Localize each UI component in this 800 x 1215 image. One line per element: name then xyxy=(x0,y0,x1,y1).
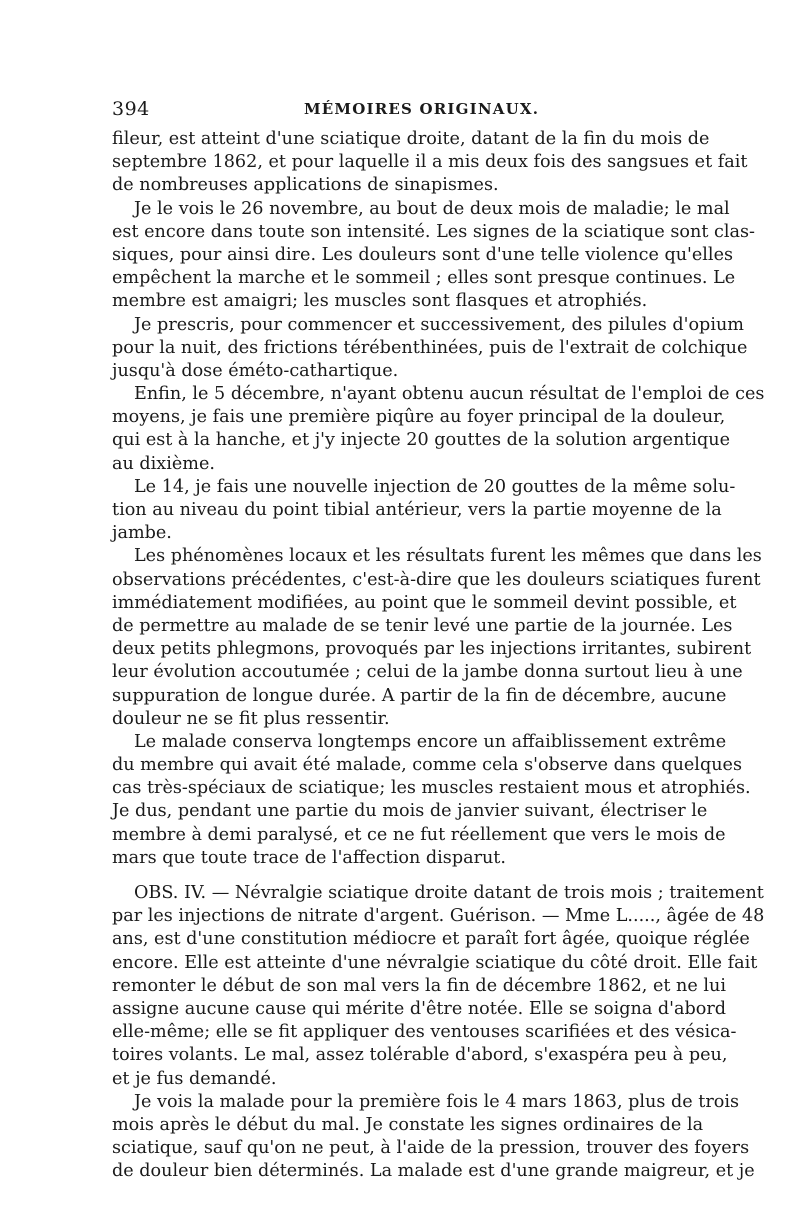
section-gap xyxy=(112,870,688,882)
text-line: deux petits phlegmons, provoqués par les injections irritantes, subirent xyxy=(112,639,752,660)
text-line: moyens, je fais une première piqûre au foyer principal de la douleur, xyxy=(112,407,726,428)
text-line: siques, pour ainsi dire. Les douleurs sont d'une telle violence qu'elles xyxy=(112,244,734,265)
text-line: jambe. xyxy=(112,523,172,544)
text-line: de permettre au malade de se tenir levé une partie de la journée. Les xyxy=(112,615,733,636)
text-line: tion au niveau du point tibial antérieur, vers la partie moyenne de la xyxy=(112,500,722,520)
text-line: Je le vois le 26 novembre, au bout de deux mois de maladie; le mal xyxy=(134,198,730,219)
text-line: par les injections de nitrate d'argent. Guérison. — Mme L....., âgée de 48 xyxy=(112,906,765,927)
text-line: cas très-spéciaux de sciatique; les muscles restaient mous et atrophiés. xyxy=(112,778,751,799)
page-number: 394 xyxy=(112,98,150,120)
text-line: Je vois la malade pour la première fois le 4 mars 1863, plus de trois xyxy=(134,1091,739,1112)
text-line: est encore dans toute son intensité. Les signes de la sciatique sont clas- xyxy=(112,221,755,242)
text-line: jusqu'à dose éméto-cathartique. xyxy=(112,360,399,381)
text-line: Les phénomènes locaux et les résultats furent les mêmes que dans les xyxy=(134,546,762,567)
text-line: elle-même; elle se fit appliquer des ventouses scarifiées et des vésica- xyxy=(112,1022,737,1043)
text-line: toires volants. Le mal, assez tolérable d'abord, s'exaspéra peu à peu, xyxy=(112,1045,728,1066)
text-line: encore. Elle est atteinte d'une névralgie sciatique du côté droit. Elle fait xyxy=(112,952,758,973)
text-line: Enfin, le 5 décembre, n'ayant obtenu aucun résultat de l'emploi de ces xyxy=(134,384,765,405)
text-line: membre est amaigri; les muscles sont flasques et atrophiés. xyxy=(112,291,648,312)
text-line: OBS. IV. — Névralgie sciatique droite datant de trois mois ; traitement xyxy=(134,883,764,903)
text-line: Le malade conserva longtemps encore un affaiblissement extrême xyxy=(134,731,727,752)
page-header xyxy=(112,98,690,126)
text-line: au dixième. xyxy=(112,453,215,474)
text-line: du membre qui avait été malade, comme cela s'observe dans quelques xyxy=(112,755,742,776)
text-line: immédiatement modifiées, au point que le sommeil devint possible, et xyxy=(112,592,737,613)
text-line: ans, est d'une constitution médiocre et paraît fort âgée, quoique réglée xyxy=(112,929,750,950)
text-line: pour la nuit, des frictions térébenthinées, puis de l'extrait de colchique xyxy=(112,337,748,358)
text-line: fileur, est atteint d'une sciatique droite, datant de la fin du mois de xyxy=(112,129,710,149)
running-title: MÉMOIRES ORIGINAUX. xyxy=(304,100,540,118)
text-line: de douleur bien déterminés. La malade est d'une grande maigreur, et je xyxy=(112,1161,755,1182)
text-line: de nombreuses applications de sinapismes. xyxy=(112,175,499,196)
text-line: sciatique, sauf qu'on ne peut, à l'aide de la pression, trouver des foyers xyxy=(112,1138,750,1159)
text-line: membre à demi paralysé, et ce ne fut réellement que vers le mois de xyxy=(112,824,726,845)
text-line: leur évolution accoutumée ; celui de la jambe donna surtout lieu à une xyxy=(112,662,743,683)
text-line: douleur ne se fit plus ressentir. xyxy=(112,708,390,729)
text-line: observations précédentes, c'est-à-dire que les douleurs sciatiques furent xyxy=(112,569,761,590)
text-line: Le 14, je fais une nouvelle injection de 20 gouttes de la même solu- xyxy=(134,476,736,497)
text-line: septembre 1862, et pour laquelle il a mis deux fois des sangsues et fait xyxy=(112,152,748,173)
body-text xyxy=(112,128,765,1183)
text-line: empêchent la marche et le sommeil ; elles sont presque continues. Le xyxy=(112,268,736,289)
text-line: suppuration de longue durée. A partir de la fin de décembre, aucune xyxy=(112,685,727,706)
text-line: Je dus, pendant une partie du mois de janvier suivant, électriser le xyxy=(112,801,708,822)
text-line: qui est à la hanche, et j'y injecte 20 gouttes de la solution argentique xyxy=(112,430,731,451)
text-line: assigne aucune cause qui mérite d'être notée. Elle se soigna d'abord xyxy=(112,998,727,1019)
text-line: mars que toute trace de l'affection disparut. xyxy=(112,847,506,868)
text-line: remonter le début de son mal vers la fin de décembre 1862, et ne lui xyxy=(112,975,726,996)
text-line: et je fus demandé. xyxy=(112,1068,277,1089)
text-line: Je prescris, pour commencer et successivement, des pilules d'opium xyxy=(134,314,744,335)
text-line: mois après le début du mal. Je constate les signes ordinaires de la xyxy=(112,1114,704,1135)
